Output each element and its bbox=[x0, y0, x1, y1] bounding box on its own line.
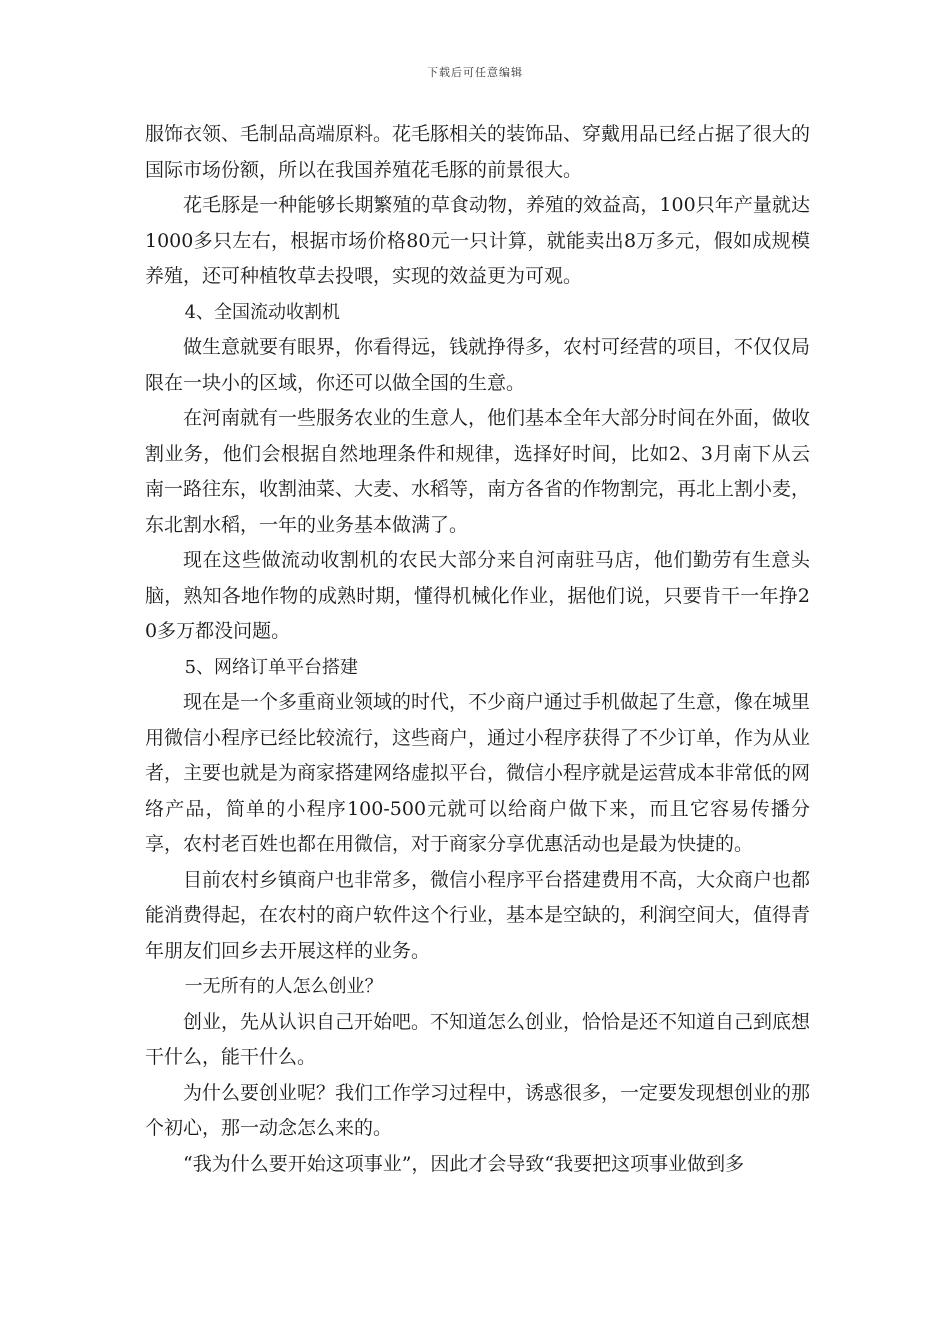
paragraph: 服饰衣领、毛制品高端原料。花毛豚相关的装饰品、穿戴用品已经占据了很大的国际市场份额，所以在我国养殖花毛豚的前景很大。 bbox=[145, 123, 811, 181]
paragraph: 做生意就要有眼界，你看得远，钱就挣得多，农村可经营的项目，不仅仅局限在一块小的区域，你还可以做全国的生意。 bbox=[145, 336, 811, 394]
body-text bbox=[145, 117, 810, 1182]
section-heading: 5、网络订单平台搭建 bbox=[184, 656, 359, 678]
paragraph: 为什么要创业呢？我们工作学习过程中，诱惑很多，一定要发现想创业的那个初心，那一动念怎么来的。 bbox=[145, 1081, 811, 1139]
paragraph: 花毛豚是一种能够长期繁殖的草食动物，养殖的效益高，100只年产量就达1000多只左右，根据市场价格80元一只计算，就能卖出8万多元，假如成规模养殖，还可种植牧草去投喂，实现的效益更为可观。 bbox=[145, 194, 810, 287]
paragraph: 在河南就有一些服务农业的生意人，他们基本全年大部分时间在外面，做收割业务，他们会根据自然地理条件和规律，选择好时间，比如2、3月南下从云南一路往东，收割油菜、大麦、水稻等，南方各省的作物割完，再北上割小麦，东北割水稻，一年的业务基本做满了。 bbox=[145, 407, 811, 536]
paragraph: “我为什么要开始这项事业”，因此才会导致“我要把这项事业做到多 bbox=[183, 1152, 745, 1175]
paragraph: 现在是一个多重商业领域的时代，不少商户通过手机做起了生意，像在城里用微信小程序已经比较流行，这些商户，通过小程序获得了不少订单，作为从业者，主要也就是为商家搭建网络虚拟平台，微信小程序就是运营成本非常低的网络产品，简单的小程序100-500元就可以给商户做下来，而且它容易传播分享，农村老百姓也都在用微信，对于商家分享优惠活动也是最为快捷的。 bbox=[145, 691, 811, 855]
page-header-note: 下载后可任意编辑 bbox=[427, 66, 523, 79]
section-heading: 4、全国流动收割机 bbox=[184, 301, 341, 323]
section-heading: 一无所有的人怎么创业？ bbox=[184, 976, 383, 997]
paragraph: 目前农村乡镇商户也非常多，微信小程序平台搭建费用不高，大众商户也都能消费得起，在农村的商户软件这个行业，基本是空缺的，利润空间大，值得青年朋友们回乡去开展这样的业务。 bbox=[145, 868, 811, 962]
paragraph: 创业，先从认识自己开始吧。不知道怎么创业，恰恰是还不知道自己到底想干什么，能干什么。 bbox=[145, 1010, 811, 1068]
paragraph: 现在这些做流动收割机的农民大部分来自河南驻马店，他们勤劳有生意头脑，熟知各地作物的成熟时期，懂得机械化作业，据他们说，只要肯干一年挣20多万都没问题。 bbox=[145, 549, 810, 642]
